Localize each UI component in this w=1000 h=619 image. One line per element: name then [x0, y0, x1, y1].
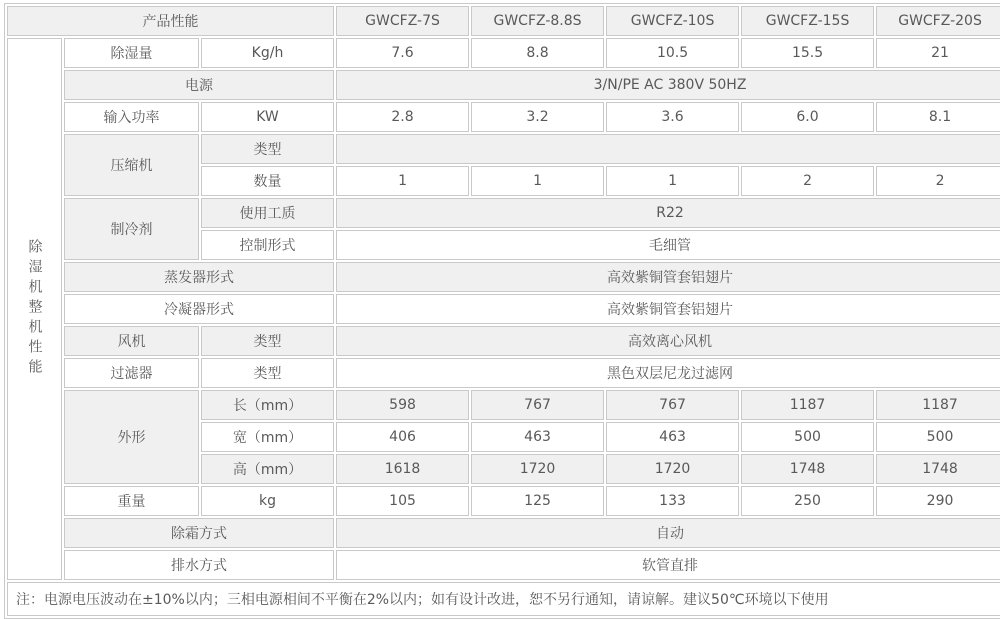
row-label: 蒸发器形式	[64, 262, 334, 292]
table-row	[7, 38, 1000, 68]
footer-note: 注：电源电压波动在±10%以内；三相电源相间不平衡在2%以内；如有设计改进，恕不另行通知，请谅解。建议50℃环境以下使用	[7, 582, 1000, 616]
value-cell: 1	[336, 166, 469, 196]
sub-label: 使用工质	[201, 198, 334, 228]
value-cell: 毛细管	[336, 230, 1000, 260]
value-cell: 2	[741, 166, 874, 196]
value-cell: 463	[606, 422, 739, 452]
row-label: 除霜方式	[64, 518, 334, 548]
value-cell: 105	[336, 486, 469, 516]
value-cell: 7.6	[336, 38, 469, 68]
row-label: 风机	[64, 326, 199, 356]
value-cell: 500	[741, 422, 874, 452]
table-row	[7, 102, 1000, 132]
row-label: 排水方式	[64, 550, 334, 580]
value-cell: 598	[336, 390, 469, 420]
unit-cell: kg	[201, 486, 334, 516]
row-label: 压缩机	[64, 134, 199, 196]
row-label: 输入功率	[64, 102, 199, 132]
model-header: GWCFZ-10S	[606, 6, 739, 36]
value-cell: 767	[471, 390, 604, 420]
value-cell: 6.0	[741, 102, 874, 132]
row-label: 重量	[64, 486, 199, 516]
value-cell: 3.2	[471, 102, 604, 132]
value-cell: 8.8	[471, 38, 604, 68]
header-corner-label: 产品性能	[7, 6, 334, 36]
value-cell: 高效紫铜管套铝翅片	[336, 262, 1000, 292]
product-spec-table	[4, 3, 1000, 619]
value-cell: 1720	[471, 454, 604, 484]
value-cell: 2.8	[336, 102, 469, 132]
value-cell: 3.6	[606, 102, 739, 132]
value-cell	[336, 134, 1000, 164]
value-cell: 290	[876, 486, 1000, 516]
side-label: 除湿机整机性能	[7, 38, 62, 580]
value-cell: 250	[741, 486, 874, 516]
value-cell: 10.5	[606, 38, 739, 68]
value-cell: 767	[606, 390, 739, 420]
table-row	[7, 262, 1000, 292]
value-cell: 1720	[606, 454, 739, 484]
table-row	[7, 358, 1000, 388]
row-label: 除湿量	[64, 38, 199, 68]
table-row	[7, 518, 1000, 548]
model-header: GWCFZ-15S	[741, 6, 874, 36]
sub-label: 宽（mm）	[201, 422, 334, 452]
value-cell: 2	[876, 166, 1000, 196]
table-row	[7, 486, 1000, 516]
sub-label: 高（mm）	[201, 454, 334, 484]
value-cell: 500	[876, 422, 1000, 452]
sub-label: 类型	[201, 358, 334, 388]
value-cell: 黑色双层尼龙过滤网	[336, 358, 1000, 388]
table-row	[7, 134, 1000, 164]
value-cell: 1	[471, 166, 604, 196]
table-row	[7, 70, 1000, 100]
model-header: GWCFZ-7S	[336, 6, 469, 36]
table-body	[7, 38, 1000, 580]
value-cell: 8.1	[876, 102, 1000, 132]
value-cell: 高效紫铜管套铝翅片	[336, 294, 1000, 324]
value-cell: 15.5	[741, 38, 874, 68]
value-cell: 125	[471, 486, 604, 516]
value-cell: 463	[471, 422, 604, 452]
value-cell: 高效离心风机	[336, 326, 1000, 356]
value-cell: 自动	[336, 518, 1000, 548]
value-cell: 3/N/PE AC 380V 50HZ	[336, 70, 1000, 100]
value-cell: 1	[606, 166, 739, 196]
table-row	[7, 390, 1000, 420]
value-cell: 1187	[741, 390, 874, 420]
value-cell: 1187	[876, 390, 1000, 420]
sub-label: 控制形式	[201, 230, 334, 260]
unit-cell: KW	[201, 102, 334, 132]
footer-row	[7, 582, 1000, 616]
table-row	[7, 198, 1000, 228]
table-row	[7, 294, 1000, 324]
value-cell: R22	[336, 198, 1000, 228]
sub-label: 数量	[201, 166, 334, 196]
sub-label: 类型	[201, 326, 334, 356]
sub-label: 类型	[201, 134, 334, 164]
value-cell: 21	[876, 38, 1000, 68]
value-cell: 1748	[876, 454, 1000, 484]
value-cell: 406	[336, 422, 469, 452]
row-label: 外形	[64, 390, 199, 484]
row-label: 电源	[64, 70, 334, 100]
table-row	[7, 550, 1000, 580]
row-label: 制冷剂	[64, 198, 199, 260]
row-label: 过滤器	[64, 358, 199, 388]
table-row	[7, 326, 1000, 356]
value-cell: 软管直排	[336, 550, 1000, 580]
unit-cell: Kg/h	[201, 38, 334, 68]
sub-label: 长（mm）	[201, 390, 334, 420]
row-label: 冷凝器形式	[64, 294, 334, 324]
model-header: GWCFZ-20S	[876, 6, 1000, 36]
value-cell: 1748	[741, 454, 874, 484]
model-header: GWCFZ-8.8S	[471, 6, 604, 36]
value-cell: 133	[606, 486, 739, 516]
value-cell: 1618	[336, 454, 469, 484]
table-header-row	[7, 6, 1000, 36]
